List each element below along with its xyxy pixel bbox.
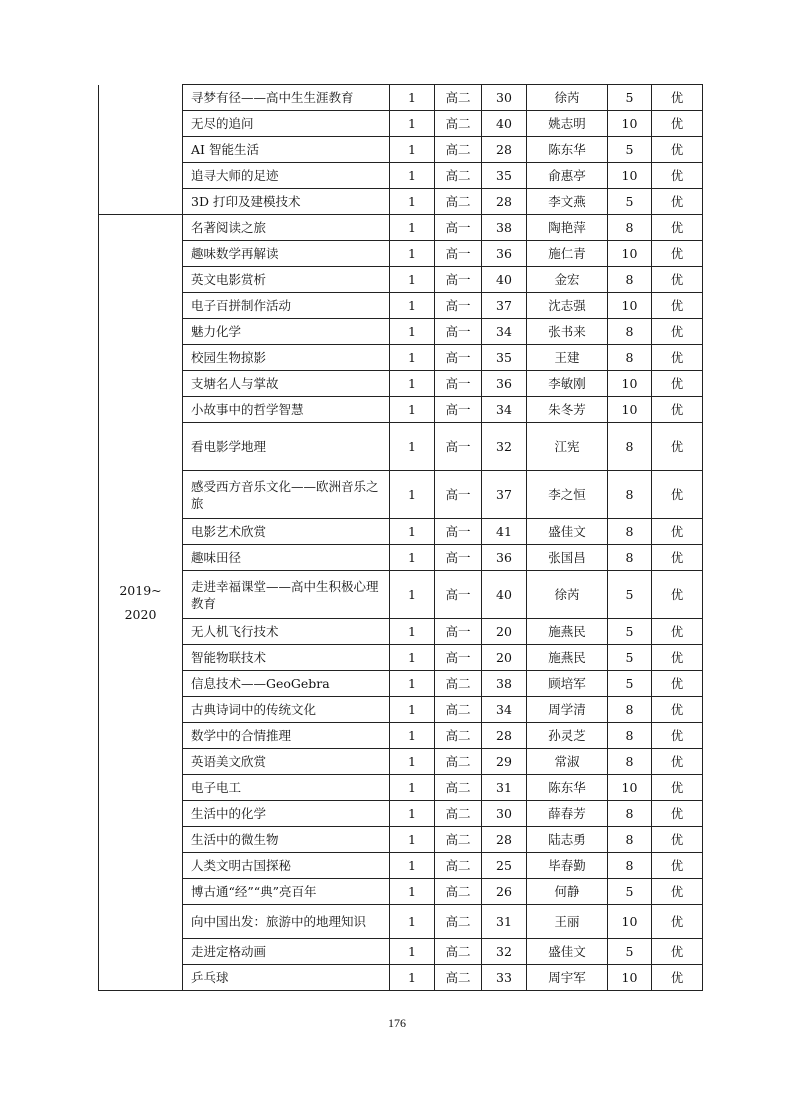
credit-cell: 1 (390, 801, 435, 827)
teacher-cell: 江宪 (527, 423, 608, 471)
enrollment-cell: 34 (482, 397, 527, 423)
hours-cell: 8 (608, 545, 652, 571)
course-name-cell: 电影艺术欣赏 (183, 519, 390, 545)
hours-cell: 5 (608, 879, 652, 905)
course-name-cell: 看电影学地理 (183, 423, 390, 471)
teacher-cell: 姚志明 (527, 111, 608, 137)
credit-cell: 1 (390, 471, 435, 519)
hours-cell: 10 (608, 241, 652, 267)
grade-cell: 高一 (435, 397, 482, 423)
grade-cell: 高一 (435, 571, 482, 619)
credit-cell: 1 (390, 879, 435, 905)
rating-cell: 优 (652, 215, 703, 241)
table-row (99, 345, 703, 371)
rating-cell: 优 (652, 775, 703, 801)
hours-cell: 10 (608, 397, 652, 423)
enrollment-cell: 34 (482, 319, 527, 345)
table-row (99, 397, 703, 423)
course-table-body (99, 85, 703, 991)
rating-cell: 优 (652, 189, 703, 215)
grade-cell: 高二 (435, 671, 482, 697)
grade-cell: 高二 (435, 879, 482, 905)
table-row (99, 645, 703, 671)
credit-cell: 1 (390, 215, 435, 241)
credit-cell: 1 (390, 85, 435, 111)
enrollment-cell: 40 (482, 267, 527, 293)
teacher-cell: 孙灵芝 (527, 723, 608, 749)
grade-cell: 高一 (435, 215, 482, 241)
grade-cell: 高一 (435, 293, 482, 319)
credit-cell: 1 (390, 371, 435, 397)
credit-cell: 1 (390, 939, 435, 965)
enrollment-cell: 35 (482, 163, 527, 189)
teacher-cell: 陆志勇 (527, 827, 608, 853)
rating-cell: 优 (652, 163, 703, 189)
course-name-cell: 校园生物掠影 (183, 345, 390, 371)
teacher-cell: 俞惠亭 (527, 163, 608, 189)
hours-cell: 8 (608, 723, 652, 749)
table-row (99, 545, 703, 571)
course-name-cell: 人类文明古国探秘 (183, 853, 390, 879)
grade-cell: 高一 (435, 345, 482, 371)
rating-cell: 优 (652, 85, 703, 111)
credit-cell: 1 (390, 345, 435, 371)
table-row (99, 423, 703, 471)
teacher-cell: 周宇军 (527, 965, 608, 991)
hours-cell: 8 (608, 827, 652, 853)
hours-cell: 8 (608, 853, 652, 879)
table-row (99, 371, 703, 397)
table-row (99, 619, 703, 645)
teacher-cell: 薛春芳 (527, 801, 608, 827)
credit-cell: 1 (390, 163, 435, 189)
table-row (99, 697, 703, 723)
enrollment-cell: 31 (482, 775, 527, 801)
enrollment-cell: 30 (482, 85, 527, 111)
enrollment-cell: 32 (482, 423, 527, 471)
grade-cell: 高二 (435, 775, 482, 801)
rating-cell: 优 (652, 965, 703, 991)
rating-cell: 优 (652, 697, 703, 723)
hours-cell: 10 (608, 293, 652, 319)
teacher-cell: 朱冬芳 (527, 397, 608, 423)
teacher-cell: 李之恒 (527, 471, 608, 519)
teacher-cell: 何静 (527, 879, 608, 905)
table-row (99, 775, 703, 801)
course-name-cell: 趣味田径 (183, 545, 390, 571)
rating-cell: 优 (652, 345, 703, 371)
hours-cell: 8 (608, 215, 652, 241)
enrollment-cell: 36 (482, 371, 527, 397)
teacher-cell: 徐芮 (527, 85, 608, 111)
teacher-cell: 顾培军 (527, 671, 608, 697)
grade-cell: 高一 (435, 371, 482, 397)
course-name-cell: 支塘名人与掌故 (183, 371, 390, 397)
enrollment-cell: 29 (482, 749, 527, 775)
credit-cell: 1 (390, 571, 435, 619)
enrollment-cell: 25 (482, 853, 527, 879)
hours-cell: 8 (608, 471, 652, 519)
grade-cell: 高二 (435, 137, 482, 163)
grade-cell: 高一 (435, 519, 482, 545)
rating-cell: 优 (652, 671, 703, 697)
teacher-cell: 张国昌 (527, 545, 608, 571)
enrollment-cell: 26 (482, 879, 527, 905)
course-table (98, 84, 703, 991)
hours-cell: 5 (608, 137, 652, 163)
table-row (99, 723, 703, 749)
grade-cell: 高一 (435, 267, 482, 293)
table-row (99, 293, 703, 319)
enrollment-cell: 40 (482, 571, 527, 619)
hours-cell: 8 (608, 267, 652, 293)
credit-cell: 1 (390, 905, 435, 939)
grade-cell: 高二 (435, 85, 482, 111)
credit-cell: 1 (390, 775, 435, 801)
course-name-cell: 生活中的化学 (183, 801, 390, 827)
credit-cell: 1 (390, 749, 435, 775)
teacher-cell: 张书来 (527, 319, 608, 345)
teacher-cell: 金宏 (527, 267, 608, 293)
course-name-cell: 感受西方音乐文化——欧洲音乐之旅 (183, 471, 390, 519)
hours-cell: 5 (608, 85, 652, 111)
teacher-cell: 李敏刚 (527, 371, 608, 397)
table-row (99, 879, 703, 905)
grade-cell: 高二 (435, 801, 482, 827)
grade-cell: 高二 (435, 939, 482, 965)
course-name-cell: 寻梦有径——高中生生涯教育 (183, 85, 390, 111)
hours-cell: 5 (608, 571, 652, 619)
grade-cell: 高二 (435, 827, 482, 853)
hours-cell: 10 (608, 775, 652, 801)
teacher-cell: 施仁青 (527, 241, 608, 267)
enrollment-cell: 28 (482, 827, 527, 853)
table-row (99, 267, 703, 293)
enrollment-cell: 37 (482, 293, 527, 319)
teacher-cell: 陈东华 (527, 775, 608, 801)
table-row (99, 571, 703, 619)
hours-cell: 5 (608, 939, 652, 965)
credit-cell: 1 (390, 671, 435, 697)
grade-cell: 高二 (435, 749, 482, 775)
hours-cell: 8 (608, 319, 652, 345)
grade-cell: 高一 (435, 645, 482, 671)
enrollment-cell: 41 (482, 519, 527, 545)
enrollment-cell: 34 (482, 697, 527, 723)
teacher-cell: 徐芮 (527, 571, 608, 619)
rating-cell: 优 (652, 749, 703, 775)
rating-cell: 优 (652, 423, 703, 471)
credit-cell: 1 (390, 723, 435, 749)
credit-cell: 1 (390, 319, 435, 345)
course-name-cell: 博古通“经”“典”亮百年 (183, 879, 390, 905)
table-row (99, 965, 703, 991)
credit-cell: 1 (390, 965, 435, 991)
course-name-cell: AI 智能生活 (183, 137, 390, 163)
hours-cell: 5 (608, 645, 652, 671)
rating-cell: 优 (652, 905, 703, 939)
credit-cell: 1 (390, 267, 435, 293)
rating-cell: 优 (652, 801, 703, 827)
course-name-cell: 3D 打印及建模技术 (183, 189, 390, 215)
enrollment-cell: 32 (482, 939, 527, 965)
rating-cell: 优 (652, 137, 703, 163)
table-row (99, 519, 703, 545)
course-name-cell: 智能物联技术 (183, 645, 390, 671)
hours-cell: 10 (608, 163, 652, 189)
table-row (99, 827, 703, 853)
course-name-cell: 英语美文欣赏 (183, 749, 390, 775)
grade-cell: 高一 (435, 619, 482, 645)
credit-cell: 1 (390, 397, 435, 423)
rating-cell: 优 (652, 519, 703, 545)
school-year-cell (99, 85, 183, 215)
enrollment-cell: 28 (482, 723, 527, 749)
grade-cell: 高一 (435, 241, 482, 267)
table-row (99, 85, 703, 111)
enrollment-cell: 38 (482, 671, 527, 697)
rating-cell: 优 (652, 371, 703, 397)
rating-cell: 优 (652, 111, 703, 137)
rating-cell: 优 (652, 397, 703, 423)
course-name-cell: 乒乓球 (183, 965, 390, 991)
hours-cell: 10 (608, 371, 652, 397)
grade-cell: 高一 (435, 423, 482, 471)
teacher-cell: 毕春勤 (527, 853, 608, 879)
rating-cell: 优 (652, 827, 703, 853)
table-row (99, 853, 703, 879)
course-name-cell: 生活中的微生物 (183, 827, 390, 853)
hours-cell: 8 (608, 423, 652, 471)
grade-cell: 高二 (435, 189, 482, 215)
teacher-cell: 施燕民 (527, 645, 608, 671)
teacher-cell: 王建 (527, 345, 608, 371)
page-number: 176 (388, 1016, 406, 1030)
table-row (99, 471, 703, 519)
course-name-cell: 趣味数学再解读 (183, 241, 390, 267)
hours-cell: 10 (608, 905, 652, 939)
table-row (99, 905, 703, 939)
hours-cell: 5 (608, 189, 652, 215)
table-row (99, 671, 703, 697)
rating-cell: 优 (652, 619, 703, 645)
credit-cell: 1 (390, 519, 435, 545)
teacher-cell: 常淑 (527, 749, 608, 775)
course-name-cell: 向中国出发：旅游中的地理知识 (183, 905, 390, 939)
hours-cell: 10 (608, 965, 652, 991)
credit-cell: 1 (390, 423, 435, 471)
table-row (99, 939, 703, 965)
credit-cell: 1 (390, 853, 435, 879)
course-name-cell: 无人机飞行技术 (183, 619, 390, 645)
grade-cell: 高一 (435, 471, 482, 519)
credit-cell: 1 (390, 241, 435, 267)
rating-cell: 优 (652, 545, 703, 571)
rating-cell: 优 (652, 267, 703, 293)
course-name-cell: 小故事中的哲学智慧 (183, 397, 390, 423)
rating-cell: 优 (652, 853, 703, 879)
hours-cell: 8 (608, 749, 652, 775)
enrollment-cell: 30 (482, 801, 527, 827)
hours-cell: 8 (608, 519, 652, 545)
table-row (99, 137, 703, 163)
credit-cell: 1 (390, 293, 435, 319)
teacher-cell: 李文燕 (527, 189, 608, 215)
table-row (99, 189, 703, 215)
grade-cell: 高二 (435, 965, 482, 991)
enrollment-cell: 28 (482, 189, 527, 215)
teacher-cell: 盛佳文 (527, 939, 608, 965)
enrollment-cell: 40 (482, 111, 527, 137)
grade-cell: 高二 (435, 905, 482, 939)
course-name-cell: 走进定格动画 (183, 939, 390, 965)
course-name-cell: 电子电工 (183, 775, 390, 801)
table-row (99, 749, 703, 775)
table-row (99, 801, 703, 827)
hours-cell: 8 (608, 697, 652, 723)
course-name-cell: 走进幸福课堂——高中生积极心理教育 (183, 571, 390, 619)
grade-cell: 高一 (435, 319, 482, 345)
school-year-cell: 2019~ 2020 (99, 215, 183, 991)
teacher-cell: 陶艳萍 (527, 215, 608, 241)
course-name-cell: 电子百拼制作活动 (183, 293, 390, 319)
teacher-cell: 王丽 (527, 905, 608, 939)
teacher-cell: 施燕民 (527, 619, 608, 645)
grade-cell: 高二 (435, 723, 482, 749)
rating-cell: 优 (652, 939, 703, 965)
teacher-cell: 盛佳文 (527, 519, 608, 545)
hours-cell: 8 (608, 801, 652, 827)
enrollment-cell: 33 (482, 965, 527, 991)
course-name-cell: 无尽的追问 (183, 111, 390, 137)
credit-cell: 1 (390, 619, 435, 645)
course-name-cell: 追寻大师的足迹 (183, 163, 390, 189)
teacher-cell: 陈东华 (527, 137, 608, 163)
rating-cell: 优 (652, 571, 703, 619)
credit-cell: 1 (390, 827, 435, 853)
enrollment-cell: 20 (482, 619, 527, 645)
course-name-cell: 魅力化学 (183, 319, 390, 345)
table-row (99, 319, 703, 345)
course-name-cell: 数学中的合情推理 (183, 723, 390, 749)
hours-cell: 5 (608, 671, 652, 697)
grade-cell: 高二 (435, 111, 482, 137)
hours-cell: 8 (608, 345, 652, 371)
enrollment-cell: 31 (482, 905, 527, 939)
teacher-cell: 周学清 (527, 697, 608, 723)
enrollment-cell: 36 (482, 545, 527, 571)
hours-cell: 5 (608, 619, 652, 645)
grade-cell: 高二 (435, 853, 482, 879)
grade-cell: 高二 (435, 163, 482, 189)
hours-cell: 10 (608, 111, 652, 137)
rating-cell: 优 (652, 319, 703, 345)
rating-cell: 优 (652, 645, 703, 671)
rating-cell: 优 (652, 241, 703, 267)
enrollment-cell: 20 (482, 645, 527, 671)
table-row (99, 163, 703, 189)
course-name-cell: 古典诗词中的传统文化 (183, 697, 390, 723)
credit-cell: 1 (390, 645, 435, 671)
table-row (99, 111, 703, 137)
table-row (99, 241, 703, 267)
teacher-cell: 沈志强 (527, 293, 608, 319)
course-name-cell: 名著阅读之旅 (183, 215, 390, 241)
rating-cell: 优 (652, 293, 703, 319)
enrollment-cell: 28 (482, 137, 527, 163)
grade-cell: 高一 (435, 545, 482, 571)
credit-cell: 1 (390, 545, 435, 571)
credit-cell: 1 (390, 111, 435, 137)
rating-cell: 优 (652, 471, 703, 519)
credit-cell: 1 (390, 189, 435, 215)
enrollment-cell: 37 (482, 471, 527, 519)
enrollment-cell: 36 (482, 241, 527, 267)
course-name-cell: 信息技术——GeoGebra (183, 671, 390, 697)
course-name-cell: 英文电影赏析 (183, 267, 390, 293)
rating-cell: 优 (652, 879, 703, 905)
rating-cell: 优 (652, 723, 703, 749)
enrollment-cell: 38 (482, 215, 527, 241)
table-row (99, 215, 703, 241)
grade-cell: 高二 (435, 697, 482, 723)
enrollment-cell: 35 (482, 345, 527, 371)
credit-cell: 1 (390, 137, 435, 163)
credit-cell: 1 (390, 697, 435, 723)
